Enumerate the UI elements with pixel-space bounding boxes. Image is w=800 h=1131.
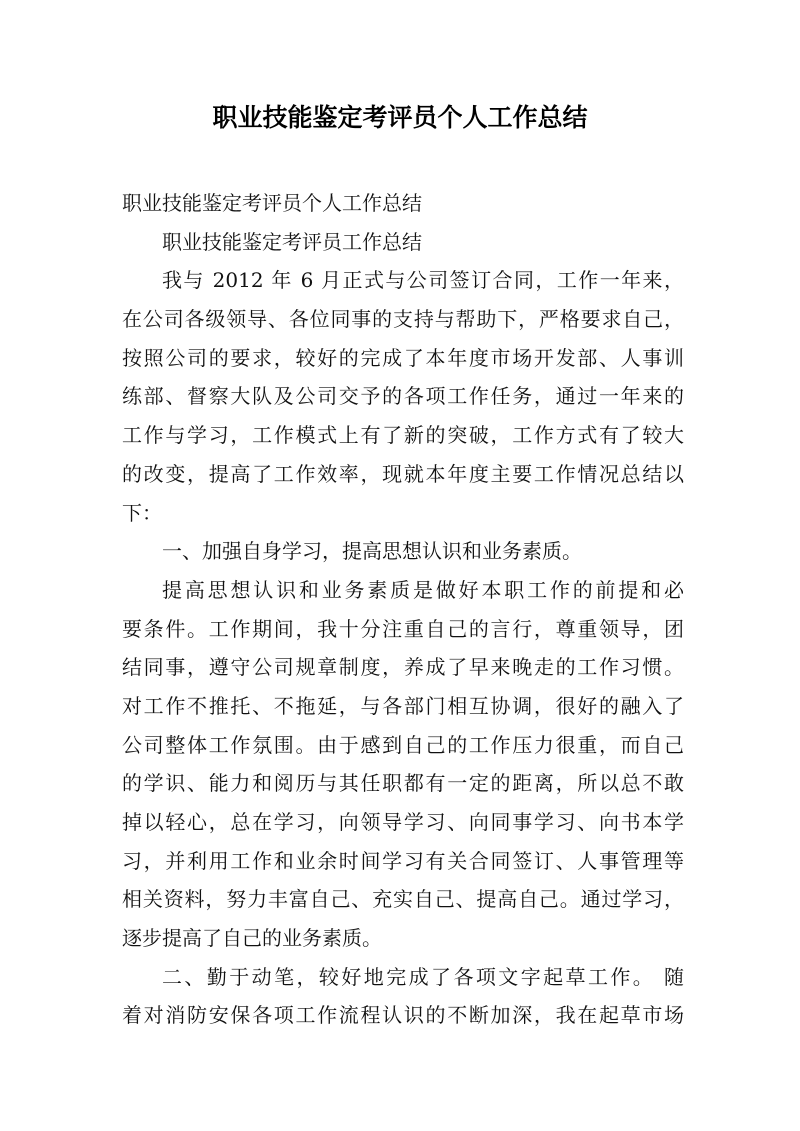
paragraph-line: 的改变，提高了工作效率，现就本年度主要工作情况总结以 (122, 461, 684, 486)
paragraph-line: 我与 2012 年 6 月正式与公司签订合同，工作一年来， (162, 268, 684, 293)
paragraph-line: 职业技能鉴定考评员个人工作总结 (122, 191, 422, 215)
paragraph-line: 相关资料，努力丰富自己、充实自己、提高自己。通过学习， (122, 887, 684, 912)
paragraph-line: 公司整体工作氛围。由于感到自己的工作压力很重，而自己 (122, 732, 684, 757)
paragraph-line: 下： (122, 500, 162, 525)
paragraph-line: 练部、督察大队及公司交予的各项工作任务，通过一年来的 (122, 384, 684, 409)
paragraph-line: 提高思想认识和业务素质是做好本职工作的前提和必 (162, 577, 684, 602)
paragraph-line: 逐步提高了自己的业务素质。 (122, 926, 382, 951)
paragraph-line: 习，并利用工作和业余时间学习有关合同签订、人事管理等 (122, 848, 684, 873)
paragraph-line: 二、勤于动笔，较好地完成了各项文字起草工作。 随 (162, 964, 684, 989)
paragraph-line: 掉以轻心，总在学习，向领导学习、向同事学习、向书本学 (122, 810, 684, 834)
paragraph-line: 一、加强自身学习，提高思想认识和业务素质。 (162, 539, 582, 564)
paragraph-line: 职业技能鉴定考评员工作总结 (162, 229, 422, 254)
document-body (122, 184, 684, 1035)
paragraph-line: 工作与学习，工作模式上有了新的突破，工作方式有了较大 (122, 423, 684, 448)
paragraph-line: 的学识、能力和阅历与其任职都有一定的距离，所以总不敢 (122, 771, 684, 796)
paragraph-line: 要条件。工作期间，我十分注重自己的言行，尊重领导，团 (122, 616, 684, 641)
paragraph-line: 在公司各级领导、各位同事的支持与帮助下，严格要求自己， (122, 307, 684, 332)
paragraph-line: 对工作不推托、不拖延，与各部门相互协调，很好的融入了 (122, 693, 684, 718)
paragraph-line: 按照公司的要求，较好的完成了本年度市场开发部、人事训 (122, 345, 684, 370)
document-title: 职业技能鉴定考评员个人工作总结 (212, 103, 588, 132)
paragraph-line: 着对消防安保各项工作流程认识的不断加深，我在起草市场 (122, 1003, 684, 1028)
paragraph-line: 结同事，遵守公司规章制度，养成了早来晚走的工作习惯。 (122, 655, 684, 680)
